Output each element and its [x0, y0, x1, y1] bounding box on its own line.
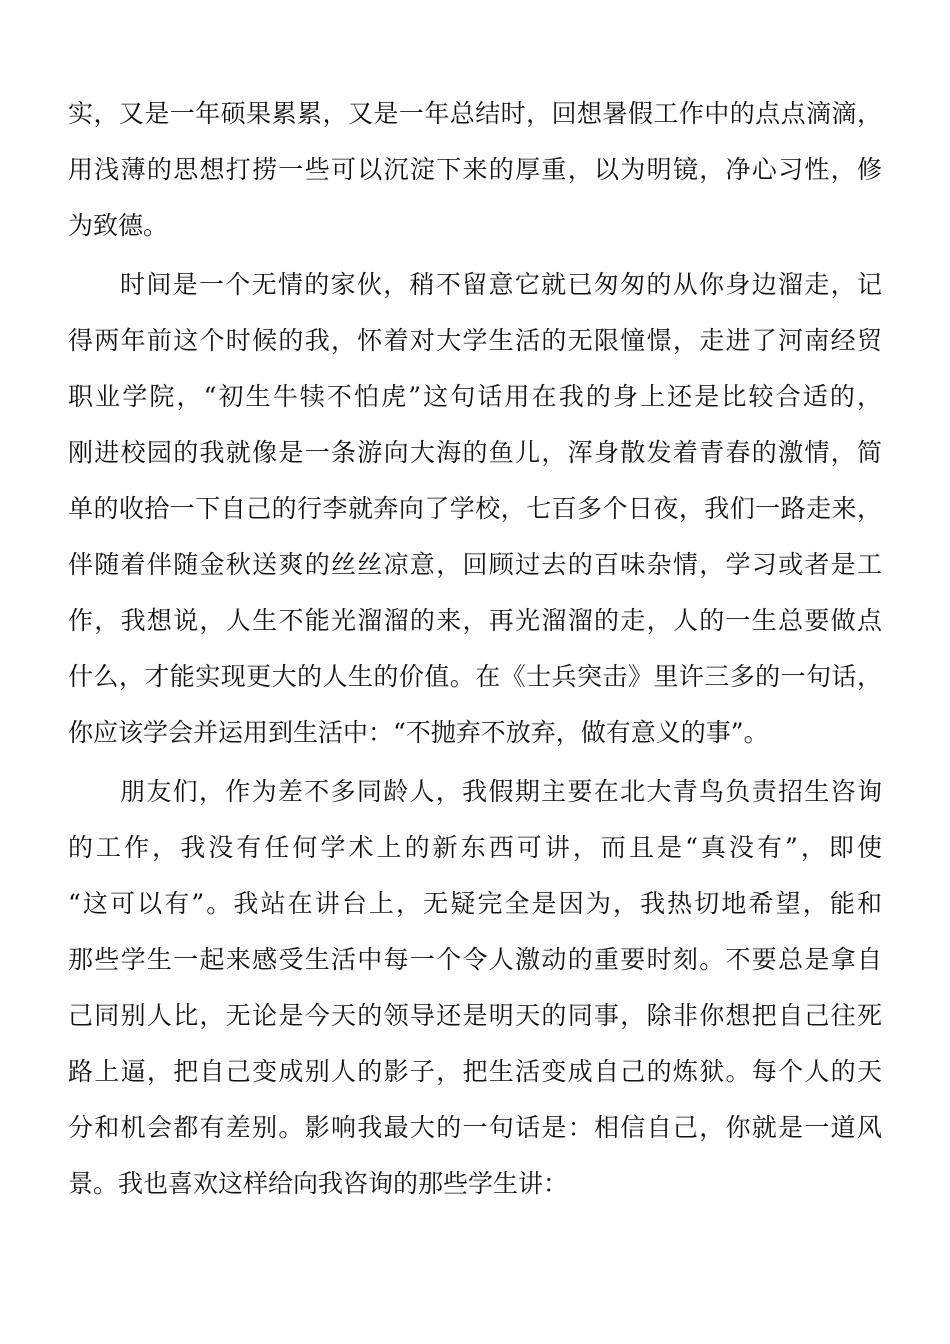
- paragraph-3-line-7: 分和机会都有差别。影响我最大的一句话是：相信自己，你就是一道风: [68, 1113, 882, 1142]
- paragraph-2-line-1: 时间是一个无情的家伙，稍不留意它就已匆匆的从你身边溜走，记: [120, 270, 882, 299]
- paragraph-3-line-3: “这可以有”。我站在讲台上，无疑完全是因为，我热切地希望，能和: [68, 889, 882, 918]
- paragraph-1-line-2: 用浅薄的思想打捞一些可以沉淀下来的厚重，以为明镜，净心习性，修: [68, 155, 882, 184]
- paragraph-2-line-7: 作，我想说，人生不能光溜溜的来，再光溜溜的走，人的一生总要做点: [68, 606, 882, 635]
- paragraph-2-line-6: 伴随着伴随金秋送爽的丝丝凉意，回顾过去的百味杂情，学习或者是工: [68, 550, 882, 579]
- paragraph-3-line-5: 己同别人比，无论是今天的领导还是明天的同事，除非你想把自己往死: [68, 1001, 882, 1030]
- paragraph-3-line-4: 那些学生一起来感受生活中每一个令人激动的重要时刻。不要总是拿自: [68, 945, 882, 974]
- paragraph-2-line-2: 得两年前这个时候的我，怀着对大学生活的无限憧憬，走进了河南经贸: [68, 326, 882, 355]
- paragraph-1-line-1: 实，又是一年硕果累累，又是一年总结时，回想暑假工作中的点点滴滴，: [68, 99, 882, 128]
- paragraph-2-line-9: 你应该学会并运用到生活中：“不抛弃不放弃，做有意义的事”。: [68, 718, 769, 747]
- paragraph-2-line-4: 刚进校园的我就像是一条游向大海的鱼儿，浑身散发着青春的激情，简: [68, 438, 882, 467]
- paragraph-3-line-8: 景。我也喜欢这样给向我咨询的那些学生讲：: [68, 1169, 569, 1198]
- paragraph-2-line-8: 什么，才能实现更大的人生的价值。在《士兵突击》里许三多的一句话，: [68, 662, 882, 691]
- paragraph-3-line-6: 路上逼，把自己变成别人的影子，把生活变成自己的炼狱。每个人的天: [68, 1057, 882, 1086]
- paragraph-3-line-1: 朋友们，作为差不多同龄人，我假期主要在北大青鸟负责招生咨询: [120, 777, 882, 806]
- paragraph-1-line-3: 为致德。: [68, 211, 169, 240]
- paragraph-2-line-3: 职业学院，“初生牛犊不怕虎”这句话用在我的身上还是比较合适的，: [68, 382, 882, 411]
- paragraph-2-line-5: 单的收拾一下自己的行李就奔向了学校，七百多个日夜，我们一路走来，: [68, 494, 882, 523]
- paragraph-3-line-2: 的工作，我没有任何学术上的新东西可讲，而且是“真没有”，即使: [68, 833, 882, 862]
